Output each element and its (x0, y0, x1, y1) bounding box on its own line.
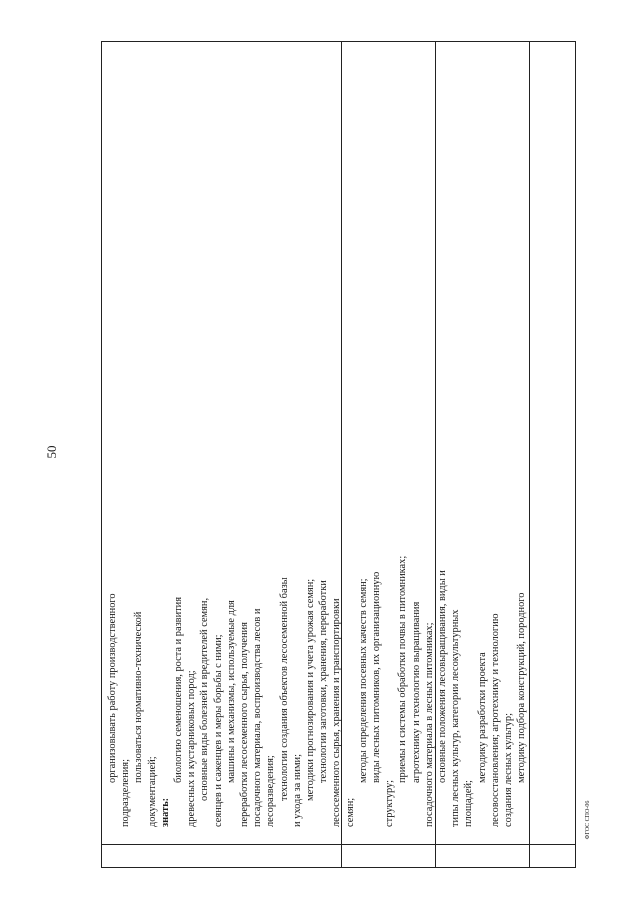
requirement-line: площадей; (463, 780, 475, 827)
requirement-line: виды лесных питомников, их организационную (371, 571, 383, 783)
requirement-line: организовывать работу производственного (107, 593, 118, 783)
requirement-line: древесных и кустарниковых пород; (186, 670, 198, 827)
requirement-line: методы определения посевных качеств семян; (357, 578, 369, 783)
requirement-line: документацией; (146, 756, 158, 827)
requirement-line: знать: (159, 797, 171, 827)
requirement-line: основные положения лесовыращивания, виды и (437, 570, 449, 783)
requirement-line: методику подбора конструкций, породного (516, 592, 528, 783)
requirement-line: приемы и системы обработки почвы в питомниках; (397, 555, 409, 783)
requirement-line: агротехнику и технологию выращивания (410, 601, 422, 783)
requirement-line: типы лесных культур, категории лесокультурных (450, 609, 462, 827)
requirement-line: и ухода за ними; (291, 753, 303, 827)
requirement-line: переработки лесосеменного сырья, получения (239, 622, 251, 827)
requirement-line: создания лесных культур; (503, 713, 515, 827)
competency-table (101, 41, 576, 868)
table-row (342, 42, 436, 867)
requirement-line: структуру; (384, 779, 396, 827)
requirement-line: лесовосстановления; агротехнику и технологию (489, 613, 501, 827)
requirement-line: технологии создания объектов лесосеменной базы (278, 577, 290, 801)
requirement-line: лесоразведения; (265, 755, 277, 827)
requirement-line: лесосеменного сырья, хранения и транспортировки (331, 598, 343, 827)
requirement-line: сеянцев и саженцев и меры борьбы с ними; (212, 634, 224, 827)
requirement-line: биологию семеношения, роста и развития (173, 596, 185, 783)
requirement-line: методики прогнозирования и учета урожая семян; (305, 578, 317, 801)
requirement-line: машины и механизмы, используемые для (225, 600, 237, 783)
requirement-line: посадочного материала в лесных питомниках; (423, 622, 435, 827)
requirement-line: семян; (344, 797, 356, 827)
requirements-cell (102, 42, 528, 867)
requirement-line: методику разработки проекта (476, 652, 488, 783)
table-rotated (101, 41, 576, 868)
requirement-line: пользоваться нормативно-технической (133, 611, 145, 783)
table-row-content (102, 42, 528, 867)
requirement-line: основные виды болезней и вредителей семян, (199, 597, 211, 801)
requirement-line: технологии заготовки, хранения, переработки (318, 580, 330, 783)
requirement-line: посадочного материала, воспроизводства лесов и (252, 608, 264, 827)
table-row (530, 42, 577, 867)
table-row (436, 42, 530, 867)
requirement-line: подразделения; (120, 759, 132, 827)
